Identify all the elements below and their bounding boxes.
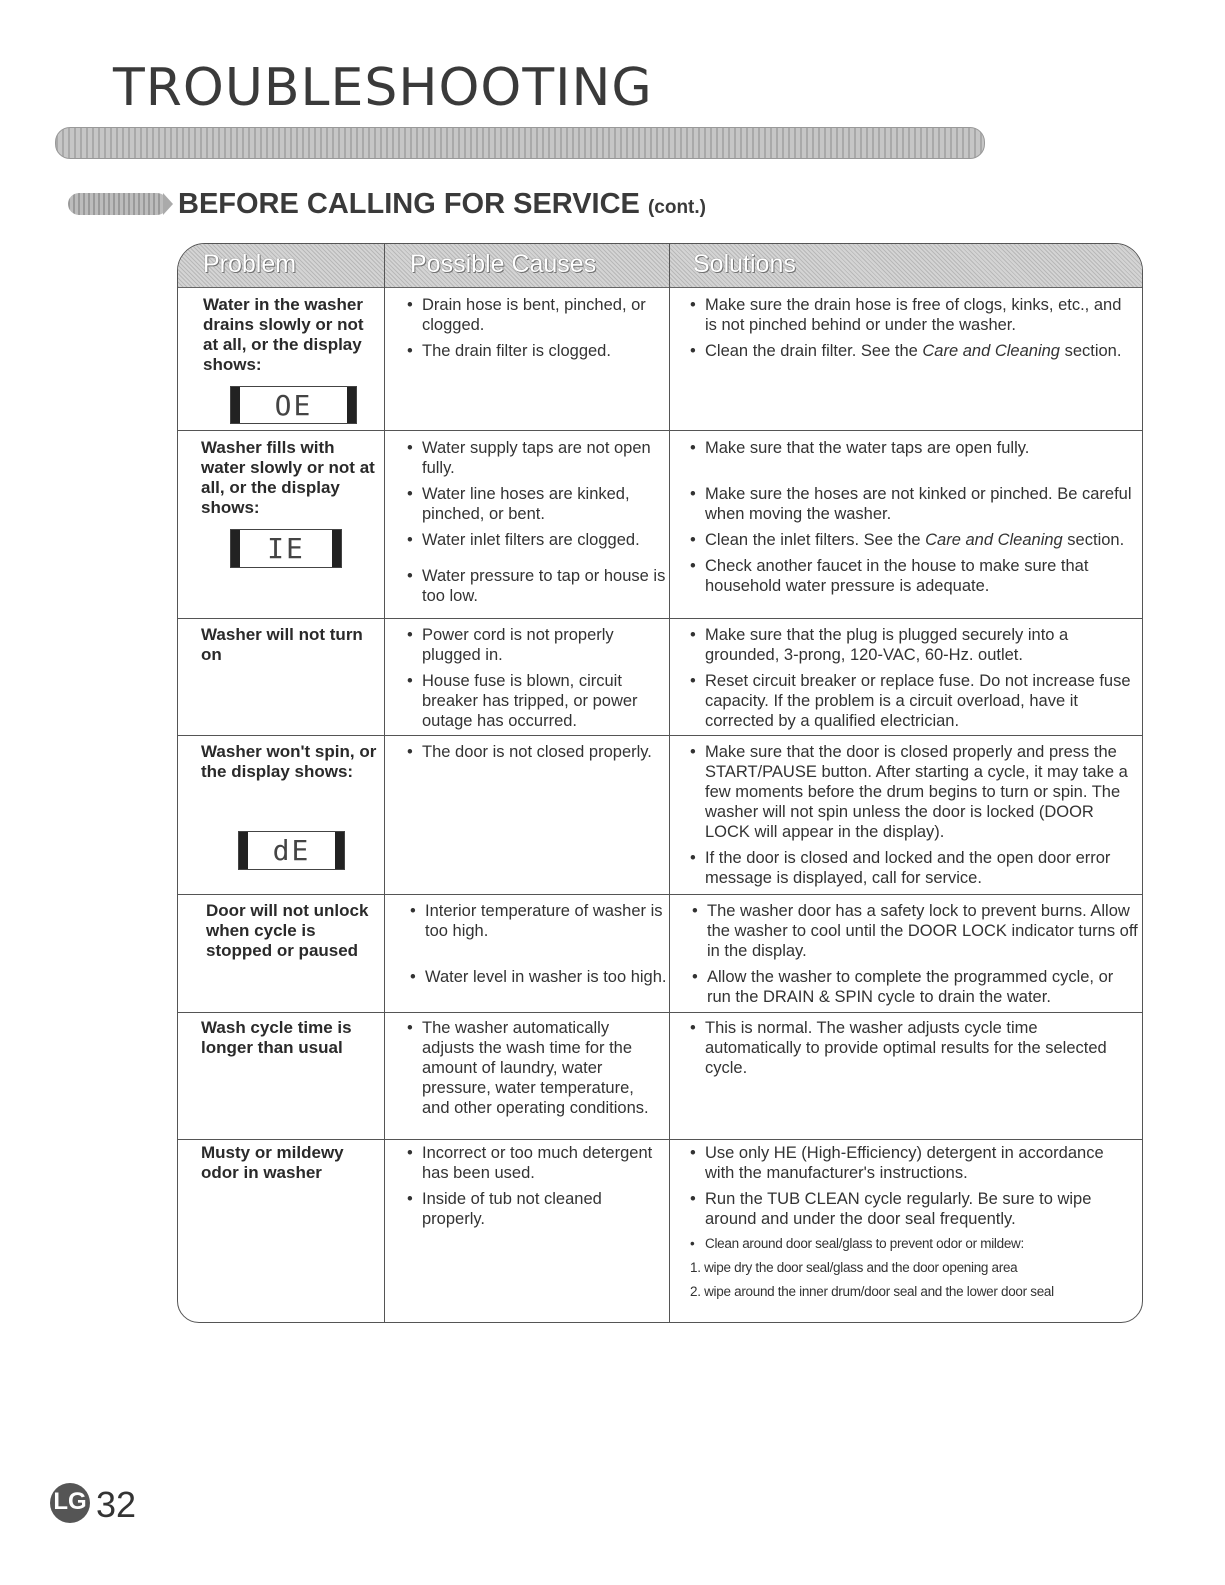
- troubleshooting-table: [177, 243, 1143, 1323]
- solutions-cell: [686, 1018, 1136, 1084]
- solution-text: Check another faucet in the house to make sure that household water pressure is adequate.: [705, 557, 1089, 595]
- solution-item: [686, 438, 1136, 458]
- solution-text: This is normal. The washer adjusts cycle time automatically to provide optimal results for the selected cycle.: [705, 1019, 1107, 1077]
- page-title: TROUBLESHOOTING: [113, 58, 653, 118]
- solution-text: Make sure that the door is closed properly and press the START/PAUSE button. After starting a cycle, it may take a few moments before the drum begins to turn or spin. The washer will not spin unless the door is locked (DOOR LOCK will appear in the display).: [705, 743, 1128, 841]
- cause-item: • The drain filter is clogged.: [403, 341, 668, 361]
- solution-text: Make sure the hoses are not kinked or pinched. Be careful when moving the washer.: [705, 485, 1132, 523]
- solution-emphasis: Care and Cleaning: [925, 531, 1063, 549]
- display-oe-icon: [230, 386, 357, 424]
- problem-cell: Door will not unlock when cycle is stopped or paused: [206, 901, 369, 960]
- section-title: [178, 188, 706, 221]
- cause-item: • Power cord is not properly plugged in.: [403, 625, 668, 665]
- problem-cell: Musty or mildewy odor in washer: [201, 1143, 344, 1182]
- solution-emphasis: Care and Cleaning: [922, 342, 1060, 360]
- cause-item: • Incorrect or too much detergent has been used.: [403, 1143, 665, 1183]
- cause-item: • The door is not closed properly.: [403, 742, 668, 762]
- column-divider: [384, 244, 385, 1322]
- solution-item: [686, 556, 1136, 596]
- solutions-cell: [686, 742, 1136, 894]
- solution-item: [686, 848, 1136, 888]
- solution-item: [686, 484, 1136, 524]
- causes-cell: [403, 742, 668, 768]
- row-divider: [178, 1139, 1142, 1140]
- problem-cell: Washer won't spin, or the display shows:: [201, 742, 377, 781]
- row-divider: [178, 430, 1142, 431]
- page-number: 32: [96, 1484, 137, 1525]
- solution-item: [686, 671, 1136, 731]
- header-problem: Problem: [203, 250, 297, 278]
- solutions-cell: [688, 901, 1138, 1013]
- cause-item: • Interior temperature of washer is too high.: [406, 901, 668, 941]
- solution-text: Run the TUB CLEAN cycle regularly. Be sure to wipe around and under the door seal frequently.: [705, 1190, 1092, 1228]
- solution-item: [688, 967, 1138, 1007]
- problem-cell: Washer will not turn on: [201, 625, 363, 664]
- cause-item: • Water inlet filters are clogged.: [403, 530, 668, 550]
- solution-item: [686, 295, 1136, 335]
- solution-text: Clean the drain filter. See the: [705, 342, 923, 360]
- causes-cell: [403, 295, 668, 367]
- solution-item: [688, 901, 1138, 961]
- problem-cell: Wash cycle time is longer than usual: [201, 1018, 352, 1057]
- cleaning-step: 1. wipe dry the door seal/glass and the door opening area: [690, 1260, 1018, 1275]
- causes-cell: [406, 901, 668, 993]
- display-de-icon: [238, 831, 345, 870]
- header-solutions: Solutions: [693, 250, 796, 278]
- solutions-cell: [686, 625, 1136, 737]
- logo-text: LG: [53, 1488, 87, 1515]
- solution-item: [686, 530, 1136, 550]
- cause-item: • The washer automatically adjusts the wash time for the amount of laundry, water pressure, water temperature, and other operating conditions.: [403, 1018, 665, 1118]
- problem-cell: Washer fills with water slowly or not at all, or the display shows:: [201, 438, 375, 517]
- cause-item: • Water level in washer is too high.: [406, 967, 668, 987]
- solution-item: [686, 1018, 1136, 1078]
- solution-text: The washer door has a safety lock to prevent burns. Allow the washer to cool until the DOOR LOCK indicator turns off in the display.: [707, 902, 1138, 960]
- solutions-cell: [686, 438, 1136, 602]
- column-divider: [669, 244, 670, 1322]
- cause-item: • House fuse is blown, circuit breaker has tripped, or power outage has occurred.: [403, 671, 668, 731]
- section-title-text: BEFORE CALLING FOR SERVICE: [178, 188, 640, 220]
- display-ie-icon: [230, 529, 342, 568]
- solution-item: [686, 1143, 1136, 1183]
- section-title-suffix: (cont.): [647, 197, 706, 218]
- solutions-cell: [686, 295, 1136, 367]
- header-possible-causes: Possible Causes: [410, 250, 597, 278]
- cause-item: • Drain hose is bent, pinched, or clogged.: [403, 295, 668, 335]
- solution-item: [686, 1189, 1136, 1229]
- solution-text: Clean the inlet filters. See the: [705, 531, 926, 549]
- cause-item: • Inside of tub not cleaned properly.: [403, 1189, 665, 1229]
- solution-text: Use only HE (High-Efficiency) detergent in accordance with the manufacturer's instructions.: [705, 1144, 1104, 1182]
- display-code: IE: [267, 532, 305, 565]
- solution-text: Allow the washer to complete the programmed cycle, or run the DRAIN & SPIN cycle to drain the water.: [707, 968, 1114, 1006]
- solution-text: Make sure that the plug is plugged securely into a grounded, 3-prong, 120-VAC, 60-Hz. outlet.: [705, 626, 1069, 664]
- table-header: [178, 244, 1142, 288]
- row-divider: [178, 618, 1142, 619]
- section-pill-icon: [68, 193, 168, 215]
- causes-cell: [403, 625, 668, 737]
- solution-text: Make sure that the water taps are open fully.: [705, 439, 1030, 457]
- row-divider: [178, 894, 1142, 895]
- causes-cell: [403, 1143, 665, 1235]
- lg-logo-icon: [50, 1483, 90, 1523]
- causes-cell: [403, 438, 668, 612]
- solution-text: Reset circuit breaker or replace fuse. Do not increase fuse capacity. If the problem is a circuit overload, have it corrected by a qualified electrician.: [705, 672, 1131, 730]
- cause-item: • Water line hoses are kinked, pinched, or bent.: [403, 484, 668, 524]
- title-decorative-bar: [55, 127, 985, 159]
- solution-item: [686, 742, 1136, 842]
- cause-item: • Water pressure to tap or house is too low.: [403, 566, 668, 606]
- solution-text: section.: [1062, 531, 1125, 549]
- solution-text: Make sure the drain hose is free of clogs, kinks, etc., and is not pinched behind or under the washer.: [705, 296, 1122, 334]
- display-code: OE: [274, 389, 313, 422]
- causes-cell: [403, 1018, 665, 1124]
- solution-item: [686, 625, 1136, 665]
- solution-item: • Clean around door seal/glass to prevent odor or mildew:: [686, 1235, 1136, 1253]
- display-code: dE: [272, 834, 311, 867]
- solution-item: [686, 341, 1136, 361]
- solution-text: section.: [1059, 342, 1122, 360]
- cause-item: • Water supply taps are not open fully.: [403, 438, 668, 478]
- problem-cell: Water in the washer drains slowly or not at all, or the display shows:: [203, 295, 364, 374]
- solution-text: If the door is closed and locked and the open door error message is displayed, call for service.: [705, 849, 1111, 887]
- cleaning-step: 2. wipe around the inner drum/door seal and the lower door seal: [690, 1284, 1054, 1299]
- solutions-cell: [686, 1143, 1136, 1307]
